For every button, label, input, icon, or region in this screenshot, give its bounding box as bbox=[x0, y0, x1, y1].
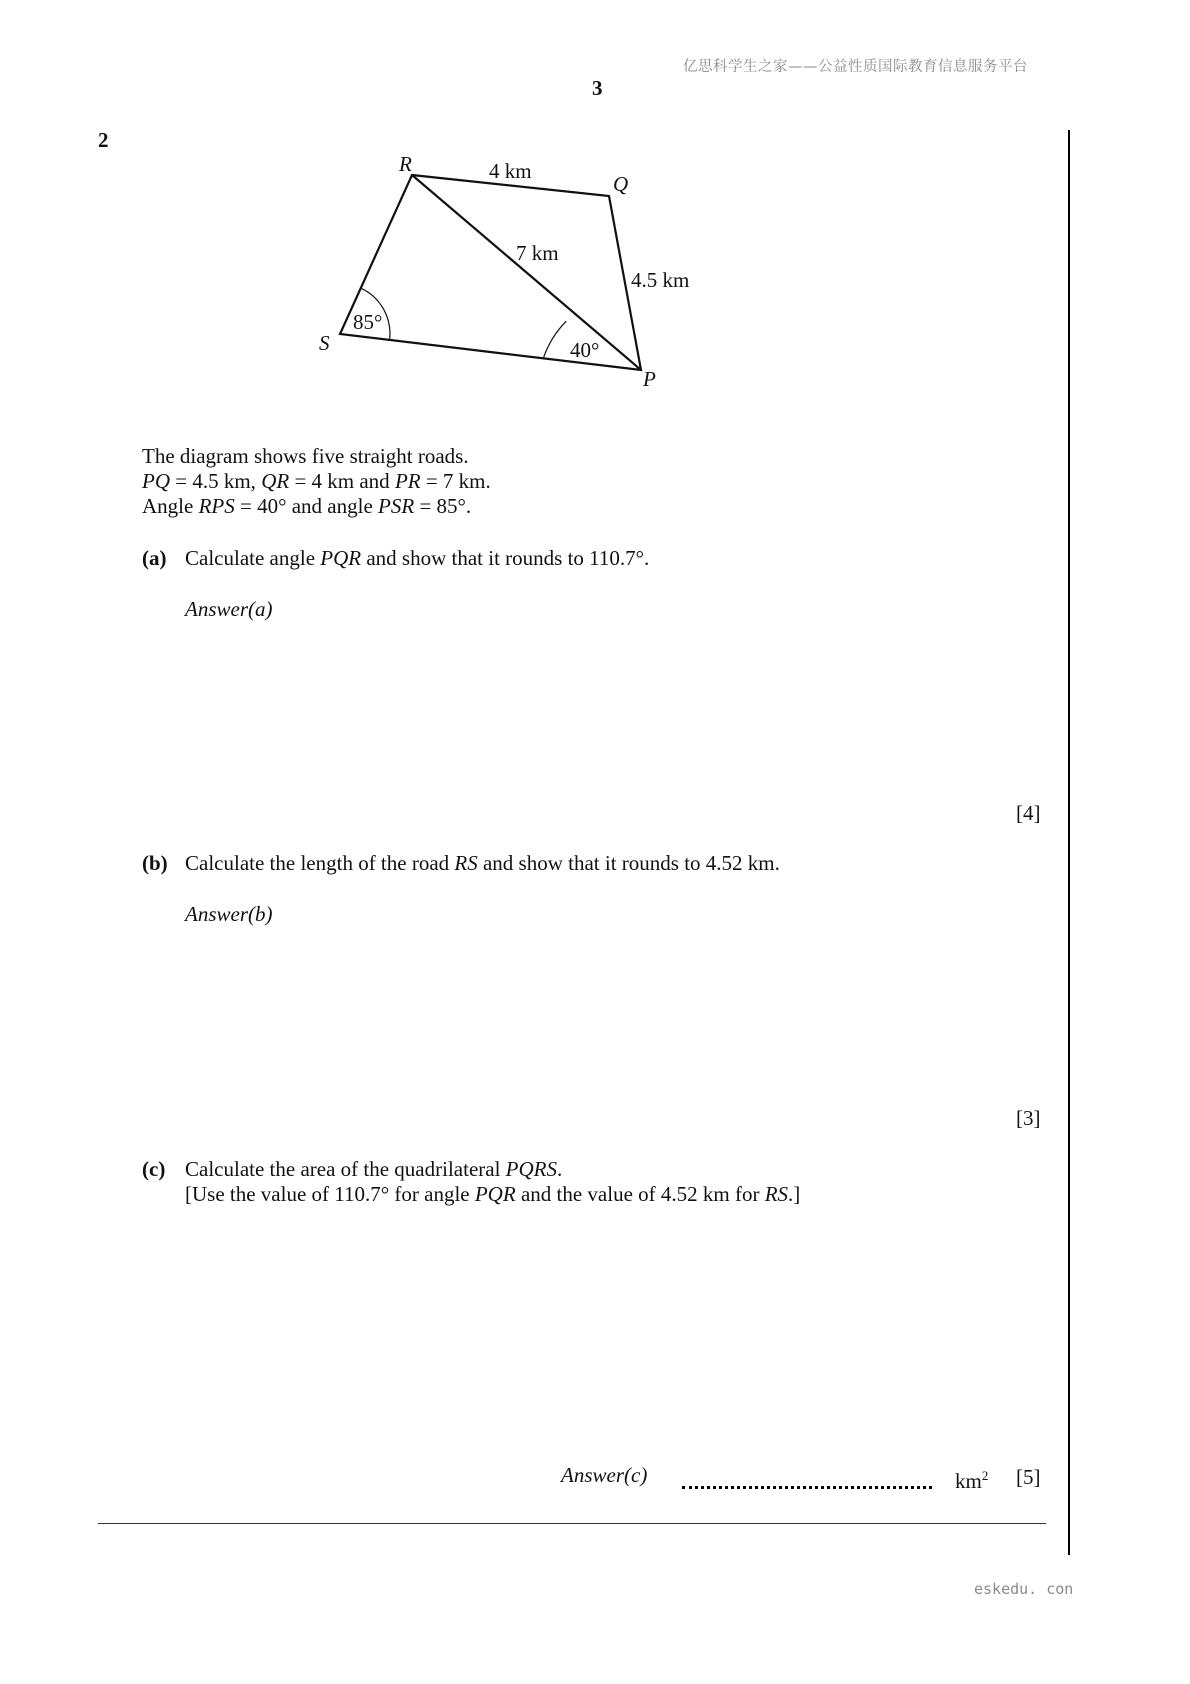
part-c-label: (c) bbox=[142, 1157, 166, 1181]
var-rs: RS bbox=[454, 851, 478, 875]
var-pqrs: PQRS bbox=[505, 1157, 557, 1181]
unit-superscript: 2 bbox=[981, 1468, 989, 1483]
vertex-label-q: Q bbox=[613, 172, 629, 196]
part-c-note: [Use the value of 110.7° for angle PQR and the value of 4.52 km for RS.] bbox=[185, 1182, 801, 1206]
question-number: 2 bbox=[98, 128, 109, 152]
part-c-marks: [5] bbox=[1016, 1465, 1041, 1489]
answer-a-label: Answer(a) bbox=[185, 597, 273, 621]
vertex-label-r: R bbox=[399, 152, 412, 176]
angle-label-s: 85° bbox=[353, 310, 383, 334]
length-label-rq: 4 km bbox=[489, 159, 532, 183]
page-number: 3 bbox=[592, 76, 603, 100]
length-label-rp: 7 km bbox=[516, 241, 559, 265]
intro-line-3: Angle RPS = 40° and angle PSR = 85°. bbox=[142, 494, 472, 518]
var-pqr: PQR bbox=[320, 546, 362, 570]
answer-c-unit: $km^2$ bbox=[955, 1468, 989, 1493]
var-rps: RPS bbox=[198, 494, 235, 518]
var-pq: PQ bbox=[142, 469, 170, 493]
intro-line-2: PQ = 4.5 km, QR = 4 km and PR = 7 km. bbox=[142, 469, 491, 493]
bottom-rule bbox=[98, 1523, 1046, 1524]
var-pr: PR bbox=[394, 469, 421, 493]
var-rs-note: RS bbox=[764, 1182, 789, 1206]
quadrilateral-diagram bbox=[0, 0, 1190, 430]
angle-arc-p bbox=[544, 321, 567, 357]
diagonal-rp bbox=[412, 175, 641, 370]
var-pqr-note: PQR bbox=[474, 1182, 516, 1206]
var-qr: QR bbox=[261, 469, 290, 493]
answer-c-field[interactable] bbox=[682, 1482, 932, 1489]
part-a-marks: [4] bbox=[1016, 801, 1041, 825]
part-b-text: Calculate the length of the road RS and show that it rounds to 4.52 km. bbox=[185, 851, 780, 875]
part-a-text: Calculate angle PQR and show that it rounds to 110.7°. bbox=[185, 546, 650, 570]
footer-site: eskedu. con bbox=[974, 1580, 1074, 1598]
angle-label-p: 40° bbox=[570, 338, 600, 362]
var-psr: PSR bbox=[378, 494, 415, 518]
vertex-label-p: P bbox=[643, 367, 656, 391]
intro-line-1: The diagram shows five straight roads. bbox=[142, 444, 469, 468]
header-watermark: 亿思科学生之家——公益性质国际教育信息服务平台 bbox=[683, 59, 1028, 75]
answer-c-label: Answer(c) bbox=[561, 1463, 648, 1487]
part-b-marks: [3] bbox=[1016, 1106, 1041, 1130]
answer-b-label: Answer(b) bbox=[185, 902, 273, 926]
part-c-text: Calculate the area of the quadrilateral PQRS. bbox=[185, 1157, 563, 1181]
part-a-label: (a) bbox=[142, 546, 167, 570]
vertex-label-s: S bbox=[319, 331, 330, 355]
length-label-qp: 4.5 km bbox=[631, 268, 690, 292]
part-b-label: (b) bbox=[142, 851, 168, 875]
